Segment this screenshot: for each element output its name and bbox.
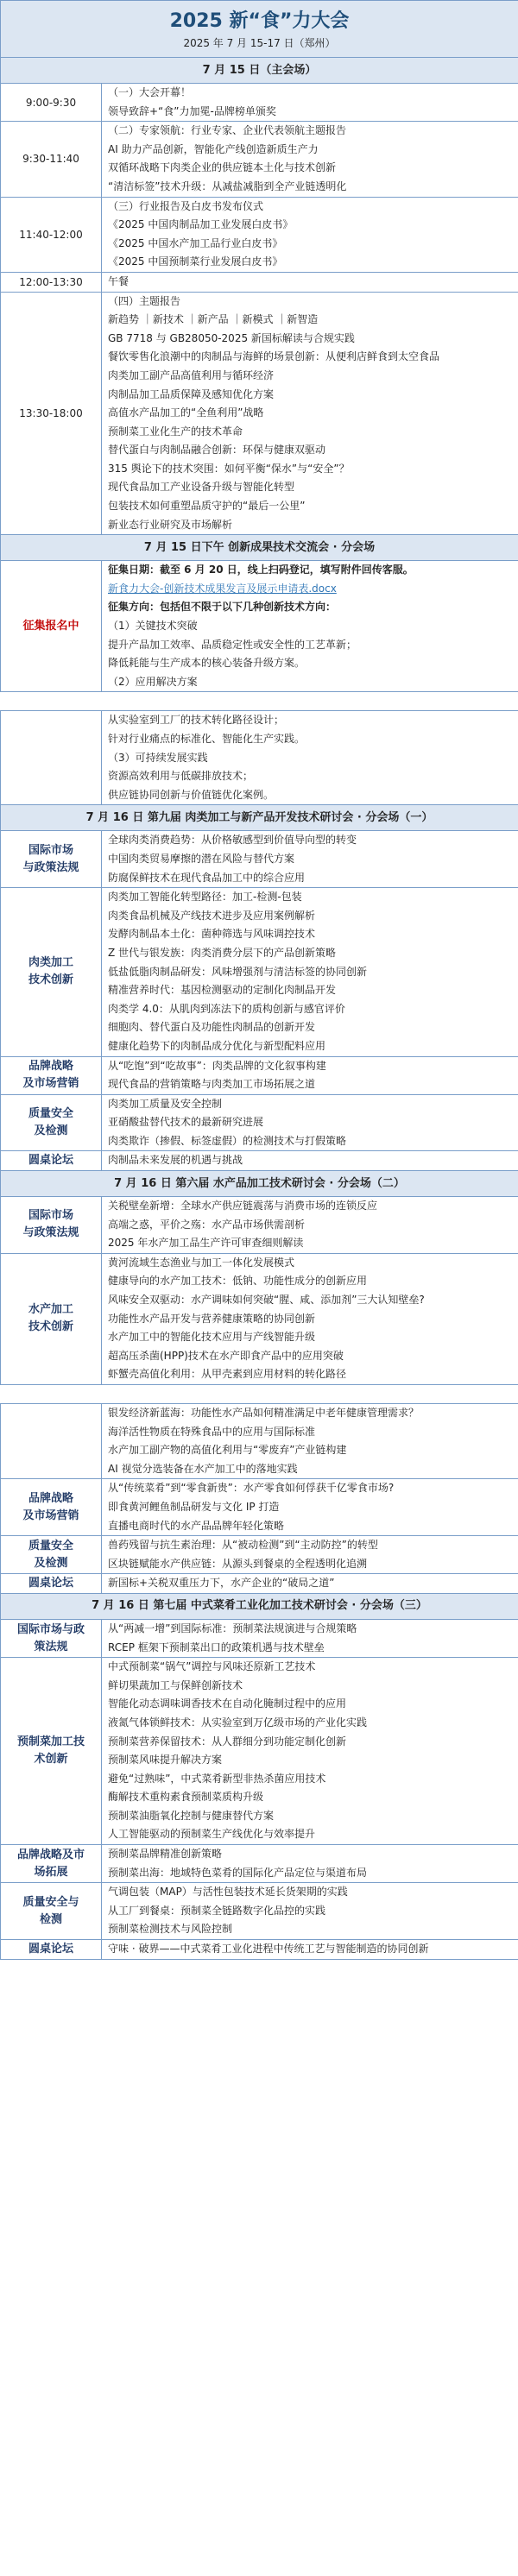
section-innovation-exchange-title: 7 月 15 日下午 创新成果技术交流会 · 分会场: [1, 535, 518, 561]
agenda-item: 提升产品加工效率、品质稳定性或安全性的工艺革新；: [108, 638, 357, 651]
agenda-item: 气调包装（MAP）与活性包装技术延长货架期的实践: [108, 1886, 348, 1899]
section-title-row: [1, 805, 518, 831]
schedule-items: [102, 272, 518, 292]
agenda-item: （一）大会开幕！: [108, 86, 192, 98]
agenda-item: 从“吃饱”到“吃故事”：肉类品牌的文化叙事构建: [108, 1059, 326, 1072]
topic-group-items: [102, 1658, 518, 1845]
agenda-item: GB 7718 与 GB28050-2025 新国标解读与合规实践: [108, 331, 355, 344]
group-label-line: 国际市场: [28, 843, 73, 857]
agenda-item: 水产加工副产物的高值化利用与“零废弃”产业链构建: [108, 1444, 347, 1457]
topic-group-items: [102, 1883, 518, 1940]
topic-group-label: [1, 1574, 102, 1594]
topic-group-label: [1, 1619, 102, 1657]
agenda-item: 领导致辞+“食”力加冕-品牌榜单颁奖: [108, 104, 276, 117]
registration-open-label: 征集报名中: [1, 561, 102, 692]
agenda-item: 海洋活性物质在特殊食品中的应用与国际标准: [108, 1425, 316, 1438]
agenda-item: 肉类加工智能化转型路径：加工-检测-包装: [108, 891, 302, 904]
agenda-item: 精准营养时代：基因检测驱动的定制化肉制品开发: [108, 984, 337, 997]
call-for-submissions-details-continued: [102, 711, 518, 805]
agenda-item: 守味 · 破界——中式菜肴工业化进程中传统工艺与智能制造的协同创新: [108, 1943, 429, 1956]
topic-group-items: [102, 1253, 518, 1384]
agenda-item: 现代食品加工产业设备升级与智能化转型: [108, 481, 295, 494]
group-label-line: 及检测: [34, 1124, 68, 1138]
agenda-item: 酶解技术重构素食预制菜质构升级: [108, 1791, 264, 1804]
agenda-item: 餐饮零售化浪潮中的肉制品与海鲜的场景创新：从便利店鲜食到太空食品: [108, 350, 440, 363]
agenda-item: 从工厂到餐桌：预制菜全链路数字化品控的实践: [108, 1904, 326, 1917]
agenda-item: 亚硝酸盐替代技术的最新研究进展: [108, 1116, 264, 1129]
schedule-time: 9:00-9:30: [1, 84, 102, 122]
topic-group-row: [1, 1883, 518, 1940]
topic-group-row: [1, 1094, 518, 1151]
topic-group-row: [1, 1253, 518, 1384]
topic-group-items: [102, 1197, 518, 1254]
agenda-item: 肉类加工副产品高值利用与循环经济: [108, 368, 275, 381]
agenda-item: 避免“过熟味”，中式菜肴新型非热杀菌应用技术: [108, 1772, 326, 1785]
agenda-item: 发酵肉制品本土化：菌种筛选与风味调控技术: [108, 928, 316, 941]
section-title-row: [1, 1593, 518, 1619]
agenda-item: 2025 年水产加工品生产许可审查细则解读: [108, 1237, 304, 1250]
group-label-line: 技术创新: [28, 973, 73, 987]
topic-group-items: [102, 831, 518, 888]
topic-group-items: [102, 1619, 518, 1657]
topic-group-row: [1, 1574, 518, 1594]
agenda-item: 区块链赋能水产供应链：从源头到餐桌的全程透明化追溯: [108, 1557, 368, 1570]
topic-group-label: [1, 1253, 102, 1384]
group-label-line: 质量安全与: [22, 1895, 79, 1909]
agenda-item: 肉制品加工品质保障及感知优化方案: [108, 387, 275, 400]
group-label-line: 与政策法规: [22, 1226, 79, 1240]
group-label-line: 肉类加工: [28, 956, 73, 970]
topic-group-items: [102, 1574, 518, 1594]
agenda-item: 细胞肉、替代蛋白及功能性肉制品的创新开发: [108, 1021, 316, 1034]
agenda-item: 直播电商时代的水产品品牌年轻化策略: [108, 1519, 285, 1532]
topic-group-row: [1, 1940, 518, 1960]
schedule-items: [102, 292, 518, 535]
topic-group-label: [1, 1479, 102, 1536]
schedule-row: [1, 272, 518, 292]
group-label-line: 国际市场与政: [16, 1622, 85, 1636]
group-label-line: 场拓展: [34, 1865, 68, 1879]
topic-group-items: [102, 1404, 518, 1479]
topic-group-label: [1, 1883, 102, 1940]
schedule-time: 12:00-13:30: [1, 272, 102, 292]
agenda-item: 黄河流域生态渔业与加工一体化发展模式: [108, 1256, 295, 1269]
topic-group-label: [1, 1940, 102, 1960]
agenda-item: 肉制品未来发展的机遇与挑战: [108, 1154, 243, 1167]
agenda-item: 银发经济新蓝海：功能性水产品如何精准满足中老年健康管理需求？: [108, 1407, 420, 1419]
topic-group-items: [102, 1479, 518, 1536]
topic-group-items: [102, 1094, 518, 1151]
agenda-item: 健康导向的水产加工技术：低钠、功能性成分的创新应用: [108, 1275, 368, 1288]
topic-group-label: [1, 1197, 102, 1254]
agenda-item: 肉类学 4.0：从肌肉到冻法下的质构创新与感官评价: [108, 1002, 345, 1015]
agenda-item: 即食黄河鲤鱼制品研发与文化 IP 打造: [108, 1500, 280, 1513]
agenda-item: 《2025 中国预制菜行业发展白皮书》: [108, 255, 283, 268]
topic-group-row: [1, 1536, 518, 1574]
agenda-item: 人工智能驱动的预制菜生产线优化与效率提升: [108, 1828, 316, 1841]
agenda-item: （三）行业报告及白皮书发布仪式: [108, 199, 264, 212]
topic-group-label: [1, 831, 102, 888]
topic-group-row: [1, 1056, 518, 1094]
agenda-item: 关税壁垒新增：全球水产供应链震荡与消费市场的连锁反应: [108, 1200, 378, 1212]
agenda-item: 预制菜风味提升解决方案: [108, 1754, 223, 1767]
agenda-item: 预制菜营养保留技术：从人群细分到功能定制化创新: [108, 1735, 347, 1748]
section-title-row: [1, 1171, 518, 1197]
schedule-row: [1, 84, 518, 122]
topic-group-items: [102, 1056, 518, 1094]
call-for-submissions-continued-row: [1, 711, 518, 805]
agenda-item: 《2025 中国肉制品加工业发展白皮书》: [108, 218, 294, 231]
topic-group-row: [1, 1845, 518, 1883]
agenda-item: 《2025 中国水产加工品行业白皮书》: [108, 236, 283, 249]
section-meat-processing-title: 7 月 16 日 第九届 肉类加工与新产品开发技术研讨会 · 分会场（一）: [1, 805, 518, 831]
agenda-item: 肉类加工质量及安全控制: [108, 1097, 223, 1110]
group-label-line: 质量安全: [28, 1107, 73, 1121]
group-label-line: 技术创新: [28, 1320, 73, 1334]
topic-group-label: [1, 1056, 102, 1094]
agenda-item: 健康化趋势下的肉制品成分优化与新型配料应用: [108, 1039, 326, 1052]
topic-group-label: [1, 1845, 102, 1883]
group-label-line: 国际市场: [28, 1209, 73, 1223]
schedule-row: [1, 292, 518, 535]
agenda-item: 低盐低脂肉制品研发：风味增强剂与清洁标签的协同创新: [108, 965, 368, 978]
agenda-item: 兽药残留与抗生素治理：从“被动检测”到“主动防控”的转型: [108, 1539, 378, 1552]
section-gap: [1, 692, 518, 711]
agenda-item: 中式预制菜“锅气”调控与风味还原新工艺技术: [108, 1660, 316, 1673]
section-main-venue-title: 7 月 15 日（主会场）: [1, 58, 518, 84]
agenda-item: 从“两减一增”到国际标准：预制菜法规演进与合规策略: [108, 1622, 357, 1634]
agenda-item: 超高压杀菌(HPP)技术在水产即食产品中的应用突破: [108, 1349, 344, 1362]
agenda-item: （3）可持续发展实践: [108, 751, 208, 764]
topic-group-items: [102, 1845, 518, 1883]
topic-group-label: [1, 1536, 102, 1574]
agenda-item: （四）主题报告: [108, 294, 181, 307]
topic-group-label: [1, 888, 102, 1056]
agenda-item: 风味安全双驱动：水产调味如何突破“腥、咸、添加剂”三大认知壁垒?: [108, 1294, 425, 1307]
topic-group-row: [1, 1479, 518, 1536]
agenda-item: “清洁标签”技术升级：从减盐减脂到全产业链透明化: [108, 180, 347, 192]
agenda-item: 包装技术如何重塑品质守护的“最后一公里”: [108, 500, 306, 513]
group-label-line: 圆桌论坛: [28, 1577, 73, 1590]
topic-group-items: [102, 888, 518, 1056]
section-title-row: [1, 58, 518, 84]
agenda-item: （2）应用解决方案: [108, 675, 198, 688]
call-for-submissions-row: [1, 561, 518, 692]
topic-group-row: [1, 831, 518, 888]
agenda-item: 征集日期：截至 6 月 20 日，线上扫码登记，填写附件回传客服。: [108, 564, 414, 576]
schedule-items: [102, 197, 518, 272]
agenda-item: 功能性水产品开发与营养健康策略的协同创新: [108, 1312, 316, 1325]
agenda-header: [1, 1, 518, 58]
agenda-item: 预制菜油脂氧化控制与健康替代方案: [108, 1809, 275, 1822]
section-gap: [1, 1385, 518, 1404]
agenda-item: 315 舆论下的技术突围：如何平衡“保水”与“安全”？: [108, 462, 350, 475]
agenda-item: 液氮气体锁鲜技术：从实验室到万亿级市场的产业化实践: [108, 1716, 368, 1729]
agenda-item: 预制菜品牌精准创新策略: [108, 1848, 223, 1861]
agenda-item: Z 世代与银发族：肉类消费分层下的产品创新策略: [108, 946, 337, 959]
conference-dates: 2025 年 7 月 15-17 日（郑州）: [183, 36, 336, 49]
agenda-item: 针对行业痛点的标准化、智能化生产实践。: [108, 733, 306, 745]
agenda-item: 供应链协同创新与价值链优化案例。: [108, 788, 275, 801]
agenda-item: 资源高效利用与低碳排放技术；: [108, 770, 254, 783]
group-label-line: 水产加工: [28, 1303, 73, 1317]
topic-group-row: [1, 888, 518, 1056]
call-for-submissions-details: [102, 561, 518, 692]
agenda-item: 从“传统菜肴”到“零食新贵”：水产零食如何俘获千亿零食市场?: [108, 1482, 395, 1495]
group-label-line: 及市场营销: [22, 1508, 79, 1522]
schedule-items: [102, 84, 518, 122]
group-label-line: 检测: [39, 1912, 62, 1926]
agenda-item: 全球肉类消费趋势：从价格敏感型到价值导向型的转变: [108, 834, 357, 847]
agenda-item: 鲜切果蔬加工与保鲜创新技术: [108, 1678, 243, 1691]
topic-group-label: [1, 1094, 102, 1151]
empty-label-cell: [1, 711, 102, 805]
section-aquatic-products-title: 7 月 16 日 第六届 水产品加工技术研讨会 · 分会场（二）: [1, 1171, 518, 1197]
topic-group-items: [102, 1151, 518, 1171]
agenda-item: 从实验室到工厂的技术转化路径设计；: [108, 714, 285, 727]
conference-title: 2025 新“食”力大会: [169, 9, 350, 32]
topic-group-label: [1, 1404, 102, 1479]
group-label-line: 品牌战略及市: [16, 1848, 85, 1861]
schedule-time: 9:30-11:40: [1, 122, 102, 197]
group-label-line: 及检测: [34, 1556, 68, 1570]
schedule-row: [1, 122, 518, 197]
group-label-line: 策法规: [34, 1640, 68, 1653]
agenda-item: 肉类欺诈（掺假、标签虚假）的检测技术与打假策略: [108, 1134, 347, 1147]
group-label-line: 品牌战略: [28, 1491, 73, 1505]
schedule-time: 13:30-18:00: [1, 292, 102, 535]
topic-group-items: [102, 1940, 518, 1960]
group-label-line: 质量安全: [28, 1539, 73, 1553]
agenda-item: （二）专家领航：行业专家、企业代表领航主题报告: [108, 124, 347, 137]
agenda-item: 防腐保鲜技术在现代食品加工中的综合应用: [108, 871, 306, 884]
agenda-item: 征集方向：包括但不限于以下几种创新技术方向：: [108, 601, 337, 614]
group-label-line: 圆桌论坛: [28, 1942, 73, 1956]
agenda-item: 智能化动态调味调香技术在自动化腌制过程中的应用: [108, 1697, 347, 1710]
agenda-item: RCEP 框架下预制菜出口的政策机遇与技术壁垒: [108, 1641, 325, 1653]
topic-group-row: [1, 1404, 518, 1479]
agenda-item: 肉类食品机械及产线技术进步及应用案例解析: [108, 909, 316, 922]
agenda-item: （1）关键技术突破: [108, 620, 198, 633]
agenda-item: 午餐: [108, 274, 130, 287]
section-title-row: [1, 535, 518, 561]
schedule-items: [102, 122, 518, 197]
topic-group-row: [1, 1619, 518, 1657]
topic-group-row: [1, 1658, 518, 1845]
group-label-line: 与政策法规: [22, 860, 79, 874]
topic-group-label: [1, 1658, 102, 1845]
agenda-item: 新国标+关税双重压力下，水产企业的“破局之道”: [108, 1577, 335, 1590]
group-label-line: 预制菜加工技: [16, 1735, 85, 1749]
agenda-item: AI 助力产品创新，智能化产线创造新质生产力: [108, 142, 319, 155]
agenda-item: 虾蟹壳高值化利用：从甲壳素到应用材料的转化路径: [108, 1368, 347, 1381]
section-chinese-dishes-title: 7 月 16 日 第七届 中式菜肴工业化加工技术研讨会 · 分会场（三）: [1, 1593, 518, 1619]
agenda-item: AI 视觉分选装备在水产加工中的落地实践: [108, 1462, 298, 1475]
agenda-item: 预制菜检测技术与风险控制: [108, 1923, 233, 1936]
agenda-item: 高端之惑，平价之殇：水产品市场供需剖析: [108, 1218, 306, 1231]
topic-group-row: [1, 1197, 518, 1254]
agenda-item: 新业态行业研究及市场解析: [108, 518, 233, 531]
agenda-item: 新趋势 ｜新技术 ｜新产品 ｜新模式 ｜新智造: [108, 313, 319, 326]
application-form-link[interactable]: 新食力大会-创新技术成果发言及展示申请表.docx: [108, 582, 337, 595]
agenda-item: 降低耗能与生产成本的核心装备升级方案。: [108, 657, 306, 670]
agenda-item: 预制菜工业化生产的技术革命: [108, 425, 243, 438]
agenda-item: 中国肉类贸易摩擦的潜在风险与替代方案: [108, 852, 295, 865]
agenda-item: 水产加工中的智能化技术应用与产线智能升级: [108, 1331, 316, 1344]
schedule-time: 11:40-12:00: [1, 197, 102, 272]
agenda-item: 替代蛋白与肉制品融合创新：环保与健康双驱动: [108, 444, 326, 457]
agenda-item: 预制菜出海：地域特色菜肴的国际化产品定位与渠道布局: [108, 1866, 368, 1879]
agenda-item: 现代食品的营销策略与肉类加工市场拓展之道: [108, 1078, 316, 1091]
group-label-line: 圆桌论坛: [28, 1154, 73, 1168]
topic-group-label: [1, 1151, 102, 1171]
group-label-line: 品牌战略: [28, 1060, 73, 1074]
group-label-line: 及市场营销: [22, 1077, 79, 1091]
topic-group-row: [1, 1151, 518, 1171]
agenda-item: 高值水产品加工的“全鱼利用”战略: [108, 406, 264, 419]
group-label-line: 术创新: [34, 1753, 68, 1767]
schedule-row: [1, 197, 518, 272]
agenda-item: 双循环战略下肉类企业的供应链本土化与技术创新: [108, 161, 337, 174]
topic-group-items: [102, 1536, 518, 1574]
